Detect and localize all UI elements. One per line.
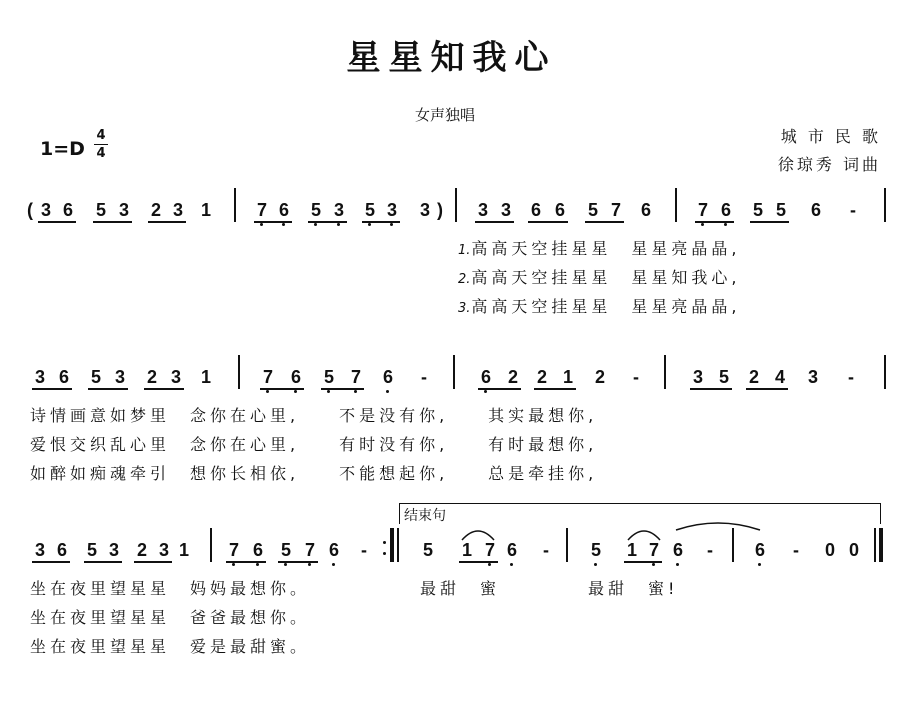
note: 0: [824, 540, 835, 560]
note: 5: [95, 200, 106, 220]
note: 3: [807, 367, 818, 387]
note: 3: [158, 540, 169, 560]
song-title: 星星知我心: [346, 38, 557, 78]
note: 7: [610, 200, 621, 220]
note: 3: [34, 540, 45, 560]
note: 6: [670, 540, 686, 560]
note: 6: [554, 200, 565, 220]
note: 6: [276, 200, 292, 220]
note-dash: -: [793, 540, 799, 560]
note: 6: [810, 200, 821, 220]
note: 6: [504, 540, 520, 560]
note: 3: [419, 200, 430, 220]
lyric-text: 高高天空挂星星 星星亮晶晶,: [471, 239, 741, 258]
note: 0: [848, 540, 859, 560]
note: 5: [752, 200, 763, 220]
note-dash: -: [633, 367, 639, 387]
note: 3: [384, 200, 400, 220]
note: 7: [302, 540, 318, 560]
note: 3: [692, 367, 703, 387]
note: 5: [775, 200, 786, 220]
note: 3: [500, 200, 511, 220]
note: 6: [56, 540, 67, 560]
note: 3: [118, 200, 129, 220]
lyric-text: 高高天空挂星星 星星知我心,: [471, 268, 741, 287]
lyric-text: 高高天空挂星星 星星亮晶晶,: [471, 297, 741, 316]
lyric-line: 爱恨交织乱心里 念你在心里, 有时没有你, 有时最想你,: [30, 435, 598, 454]
note-dash: -: [361, 540, 367, 560]
lyric-line: 诗情画意如梦里 念你在心里, 不是没有你, 其实最想你,: [30, 406, 598, 425]
note-dash: -: [848, 367, 854, 387]
note: 5: [86, 540, 97, 560]
note: 2: [146, 367, 157, 387]
meter-top: 4: [96, 128, 106, 143]
note: 7: [226, 540, 242, 560]
credit-author: 徐琼秀 词曲: [777, 155, 881, 174]
credit-source: 城 市 民 歌: [780, 127, 881, 146]
note: 5: [362, 200, 378, 220]
note-dash: -: [850, 200, 856, 220]
note: 7: [482, 540, 498, 560]
lyric-line: 坐在夜里望星星 爱是最甜蜜。: [30, 637, 311, 656]
note: 6: [62, 200, 73, 220]
note: 5: [321, 367, 337, 387]
note: 5: [588, 540, 604, 560]
note: 1: [626, 540, 637, 560]
intro-close-paren: ): [437, 200, 443, 220]
note: 2: [150, 200, 161, 220]
note-dash: -: [543, 540, 549, 560]
note: 1: [562, 367, 573, 387]
verse-number: 3.: [458, 301, 471, 316]
note: 7: [260, 367, 276, 387]
note: 6: [530, 200, 541, 220]
note: 6: [58, 367, 69, 387]
note: 6: [752, 540, 768, 560]
note: 5: [422, 540, 433, 560]
lyric-ending-1: 最甜 蜜: [420, 579, 501, 598]
note: 3: [170, 367, 181, 387]
note: 6: [288, 367, 304, 387]
note: 2: [594, 367, 605, 387]
performance-note: 女声独唱: [415, 106, 476, 124]
note: 5: [308, 200, 324, 220]
note: 3: [34, 367, 45, 387]
note: 7: [348, 367, 364, 387]
note: 2: [136, 540, 147, 560]
note: 5: [587, 200, 598, 220]
note: 3: [172, 200, 183, 220]
note: 2: [536, 367, 547, 387]
note: 5: [718, 367, 729, 387]
note: 5: [90, 367, 101, 387]
note: 7: [254, 200, 270, 220]
note: 3: [331, 200, 347, 220]
note: 7: [646, 540, 662, 560]
note: 6: [478, 367, 494, 387]
note: 1: [200, 200, 211, 220]
note: 5: [278, 540, 294, 560]
lyric-line: 如醉如痴魂牵引 想你长相依, 不能想起你, 总是牵挂你,: [30, 464, 598, 483]
note: 6: [718, 200, 734, 220]
note: 2: [507, 367, 518, 387]
lyric-line: 坐在夜里望星星 妈妈最想你。: [30, 579, 311, 598]
note: 3: [477, 200, 488, 220]
note: 1: [178, 540, 189, 560]
lyric-ending-2: 最甜 蜜!: [588, 579, 679, 598]
ending-label: 结束句: [404, 508, 446, 524]
meter-bottom: 4: [96, 146, 106, 161]
note: 1: [200, 367, 211, 387]
note: 6: [640, 200, 651, 220]
note-dash: -: [707, 540, 713, 560]
verse-number: 1.: [458, 243, 471, 258]
lyric-line: 坐在夜里望星星 爸爸最想你。: [30, 608, 311, 627]
note: 2: [748, 367, 759, 387]
verse-number: 2.: [458, 272, 471, 287]
note: 6: [326, 540, 342, 560]
note: 3: [40, 200, 51, 220]
note: 3: [108, 540, 119, 560]
key-signature: 1=D: [40, 138, 85, 160]
note: 1: [461, 540, 472, 560]
note: 6: [380, 367, 396, 387]
note: 6: [250, 540, 266, 560]
note: 4: [774, 367, 785, 387]
note-dash: -: [421, 367, 427, 387]
note: 7: [695, 200, 711, 220]
intro-open-paren: (: [27, 200, 33, 220]
note: 3: [114, 367, 125, 387]
